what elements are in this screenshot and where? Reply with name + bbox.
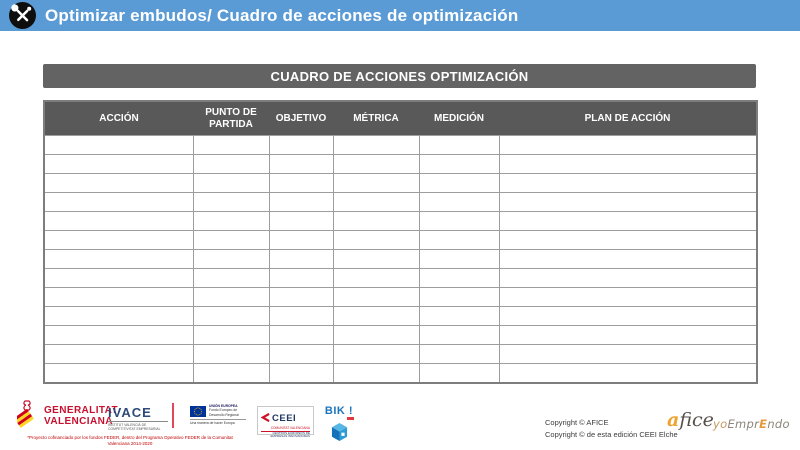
table-row — [44, 231, 757, 250]
actions-table — [43, 100, 758, 384]
table-cell — [44, 212, 193, 231]
table-cell — [419, 345, 499, 364]
table-cell — [193, 250, 269, 269]
table-cell — [269, 307, 333, 326]
table-cell — [44, 288, 193, 307]
table-cell — [269, 231, 333, 250]
table-cell — [193, 288, 269, 307]
table-cell — [333, 288, 419, 307]
table-cell — [193, 345, 269, 364]
table-cell — [193, 193, 269, 212]
column-header: ACCIÓN — [44, 101, 193, 136]
table-row — [44, 269, 757, 288]
logo-ceei: CEEI COMUNITAT VALENCIANA CENTROS EUROPEOS DE EMPRESAS INNOVADORAS — [257, 406, 314, 435]
table-cell — [193, 307, 269, 326]
table-cell — [499, 136, 757, 155]
table-row — [44, 155, 757, 174]
table-cell — [269, 155, 333, 174]
table-cell — [44, 193, 193, 212]
table-cell — [44, 269, 193, 288]
table-cell — [419, 155, 499, 174]
table-cell — [333, 364, 419, 384]
table-cell — [499, 364, 757, 384]
table-row — [44, 288, 757, 307]
table-cell — [269, 212, 333, 231]
bik-cube-icon — [324, 423, 354, 446]
eu-flag-icon — [190, 404, 206, 415]
column-header: PUNTO DE PARTIDA — [193, 101, 269, 136]
table-cell — [269, 136, 333, 155]
table-cell — [193, 231, 269, 250]
table-cell — [499, 193, 757, 212]
table-cell — [269, 288, 333, 307]
table-cell — [499, 250, 757, 269]
tools-icon — [9, 2, 36, 29]
table-cell — [333, 193, 419, 212]
table-cell — [333, 326, 419, 345]
gv-emblem-icon — [17, 400, 39, 435]
table-cell — [499, 212, 757, 231]
table-cell — [44, 364, 193, 384]
copyright-text: Copyright © AFICE Copyright © de esta edición CEEI Elche — [545, 418, 678, 439]
table-cell — [499, 326, 757, 345]
table-cell — [499, 269, 757, 288]
column-header: OBJETIVO — [269, 101, 333, 136]
table-row — [44, 364, 757, 384]
table-cell — [269, 345, 333, 364]
logo-ivace: IVACE INSTITUT VALENCIÀ DE COMPETITIVITAT EMPRESARIAL — [108, 405, 168, 432]
table-cell — [333, 155, 419, 174]
section-title: CUADRO DE ACCIONES OPTIMIZACIÓN — [270, 68, 529, 84]
actions-table-wrap — [43, 100, 756, 384]
table-cell — [333, 345, 419, 364]
table-body — [44, 136, 757, 384]
table-cell — [333, 307, 419, 326]
logo-afice: afice — [667, 409, 714, 431]
table-cell — [269, 364, 333, 384]
table-cell — [193, 269, 269, 288]
table-cell — [333, 231, 419, 250]
table-row — [44, 136, 757, 155]
gv-wordmark: GENERALITAT VALENCIANA — [44, 405, 119, 427]
table-cell — [44, 345, 193, 364]
table-cell — [193, 155, 269, 174]
table-cell — [419, 307, 499, 326]
table-cell — [193, 212, 269, 231]
table-cell — [193, 364, 269, 384]
table-cell — [499, 307, 757, 326]
table-cell — [44, 174, 193, 193]
table-row — [44, 193, 757, 212]
table-cell — [44, 307, 193, 326]
ceei-chevron-icon — [261, 409, 270, 427]
table-cell — [499, 231, 757, 250]
eu-tagline: Una manera de hacer Europa — [190, 419, 246, 425]
table-row — [44, 307, 757, 326]
table-cell — [44, 136, 193, 155]
table-cell — [419, 231, 499, 250]
table-cell — [333, 250, 419, 269]
table-cell — [44, 326, 193, 345]
table-cell — [44, 250, 193, 269]
table-cell — [193, 136, 269, 155]
table-cell — [419, 326, 499, 345]
logo-yoemprendo: yoEmprEndo — [713, 417, 790, 431]
table-row — [44, 250, 757, 269]
table-cell — [499, 345, 757, 364]
table-cell — [419, 193, 499, 212]
table-cell — [419, 269, 499, 288]
slide-header-bar — [0, 0, 800, 31]
page-title: Optimizar embudos/ Cuadro de acciones de optimización — [45, 5, 519, 25]
logo-bik: BIK ! — [324, 401, 354, 446]
table-cell — [193, 174, 269, 193]
table-cell — [333, 269, 419, 288]
table-row — [44, 345, 757, 364]
bik-red-tag — [347, 417, 354, 421]
table-row — [44, 212, 757, 231]
column-header: MEDICIÓN — [419, 101, 499, 136]
table-cell — [419, 250, 499, 269]
section-title-bar — [43, 64, 756, 88]
table-cell — [269, 250, 333, 269]
table-row — [44, 326, 757, 345]
table-cell — [44, 155, 193, 174]
table-cell — [193, 326, 269, 345]
table-cell — [269, 174, 333, 193]
logo-generalitat-valenciana — [17, 400, 118, 435]
funding-note: *Proyecto cofinanciado por los fondos FEDER, dentro del Programa Operativo FEDER de la Comunitat Valenciana 2014-2020 — [27, 435, 233, 446]
column-header: PLAN DE ACCIÓN — [499, 101, 757, 136]
table-cell — [333, 174, 419, 193]
table-cell — [419, 136, 499, 155]
column-header: MÉTRICA — [333, 101, 419, 136]
table-cell — [44, 231, 193, 250]
table-cell — [419, 212, 499, 231]
table-cell — [333, 212, 419, 231]
table-cell — [269, 193, 333, 212]
table-cell — [419, 364, 499, 384]
logo-union-europea: UNIÓN EUROPEA Fondo Europeo de Desarrollo Regional Una manera de hacer Europa — [190, 404, 246, 425]
table-header-row — [44, 101, 757, 136]
table-cell — [499, 174, 757, 193]
table-cell — [419, 288, 499, 307]
table-row — [44, 174, 757, 193]
table-cell — [269, 269, 333, 288]
table-cell — [499, 155, 757, 174]
table-cell — [333, 136, 419, 155]
table-cell — [499, 288, 757, 307]
table-cell — [419, 174, 499, 193]
footer-separator — [172, 403, 174, 428]
table-cell — [269, 326, 333, 345]
